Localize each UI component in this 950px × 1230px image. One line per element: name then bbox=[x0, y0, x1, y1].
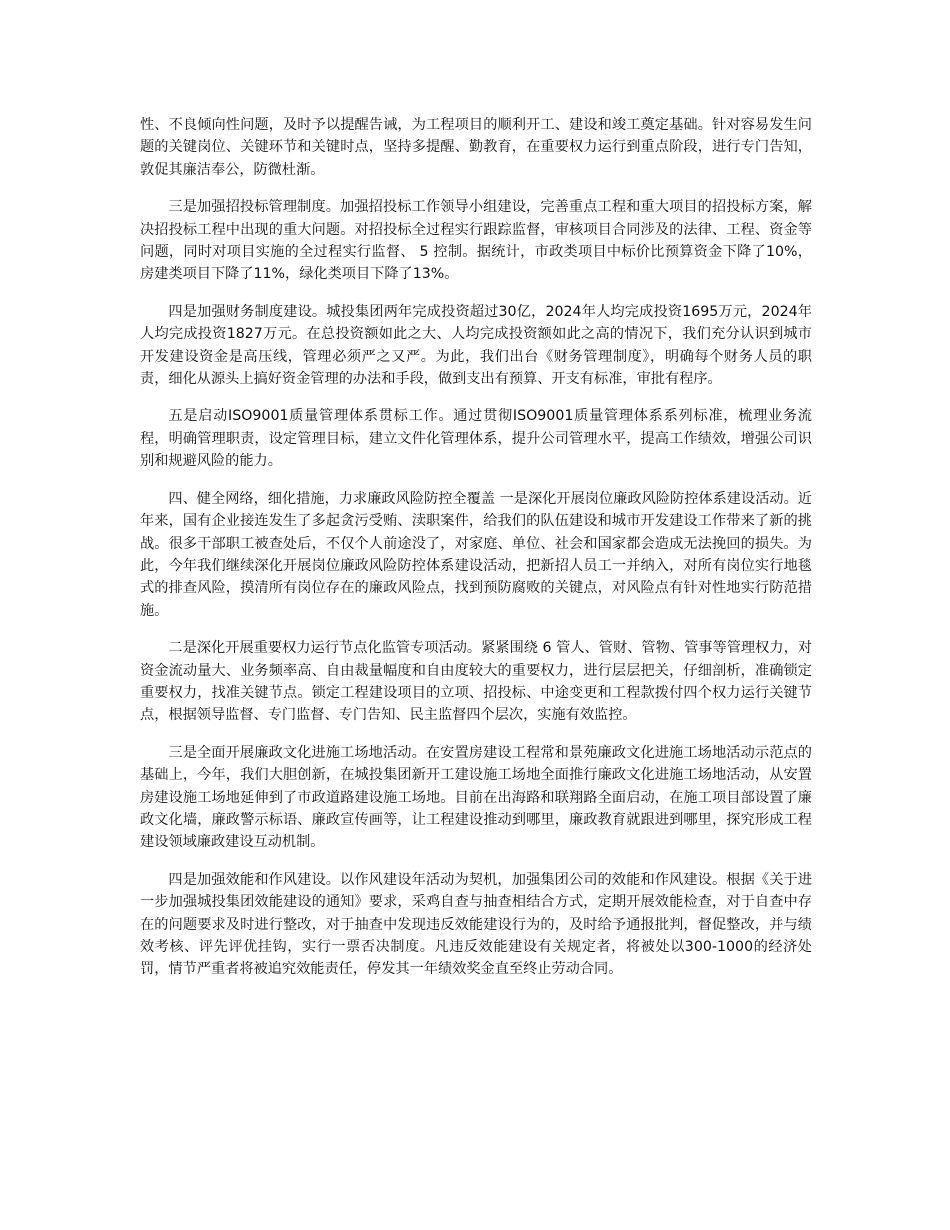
paragraph-6: 二是深化开展重要权力运行节点化监管专项活动。紧紧围绕 6 管人、管财、管物、管事等管理权力，对资金流动量大、业务频率高、自由裁量幅度和自由度较大的重要权力，进行层层把关，仔细剖析，准确锁定重要权力，找准关键节点。锁定工程建设项目的立项、招投标、中途变更和工程款拨付四个权力运行关键节点，根据领导监督、专门监督、专门告知、民主监督四个层次，实施有效监控。 bbox=[140, 640, 812, 724]
paragraph-8: 四是加强效能和作风建设。以作风建设年活动为契机，加强集团公司的效能和作风建设。根据《关于进一步加强城投集团效能建设的通知》要求，采鸡自查与抽查相结合方式，定期开展效能检查，对于自查中存在的问题要求及时进行整改，对于抽查中发现违反效能建设行为的，及时给予通报批判，督促整改，并与绩效考核、评先评优挂钩，实行一票否决制度。凡违反效能建设有关规定者，将被处以300-1000的经济处罚，情节严重者将被追究效能责任，停发其一年绩效奖金直至终止劳动合同。 bbox=[140, 871, 812, 978]
paragraph-7: 三是全面开展廉政文化进施工场地活动。在安置房建设工程常和景苑廉政文化进施工场地活动示范点的基础上，今年，我们大胆创新，在城投集团新开工建设施工场地全面推行廉政文化进施工场地活动，从安置房建设施工场地延伸到了市政道路建设施工场地。目前在出海路和联翔路全面启动，在施工项目部设置了廉政文化墙，廉政警示标语、廉政宣传画等，让工程建设推动到哪里，廉政教育就跟进到哪里，探究形成工程建设领域廉政建设互动机制。 bbox=[140, 744, 812, 851]
paragraph-4: 五是启动ISO9001质量管理体系贯标工作。通过贯彻ISO9001质量管理体系系列标准，梳理业务流程，明确管理职责，设定管理目标，建立文件化管理体系，提升公司管理水平，提高工作绩效，增强公司识别和规避风险的能力。 bbox=[140, 408, 812, 470]
document-body bbox=[140, 114, 812, 981]
paragraph-5: 四、健全网络，细化措施，力求廉政风险防控全覆盖 一是深化开展岗位廉政风险防控体系建设活动。近年来，国有企业接连发生了多起贪污受贿、渎职案件，给我们的队伍建设和城市开发建设工作带来了新的挑战。很多干部职工被查处后，不仅个人前途没了，对家庭、单位、社会和国家都会造成无法挽回的损失。为此，今年我们继续深化开展岗位廉政风险防控体系建设活动，把新招人员工一并纳入，对所有岗位实行地毯式的排查风险，摸清所有岗位存在的廉政风险点，找到预防腐败的关键点，对风险点有针对性地实行防范措施。 bbox=[140, 490, 812, 619]
paragraph-3: 四是加强财务制度建设。城投集团两年完成投资超过30亿，2024年人均完成投资1695万元，2024年人均完成投资1827万元。在总投资额如此之大、人均完成投资额如此之高的情况下，我们充分认识到城市开发建设资金是高压线，管理必须严之又严。为此，我们出台《财务管理制度》，明确每个财务人员的职责，细化从源头上搞好资金管理的办法和手段，做到支出有预算、开支有标准，审批有程序。 bbox=[140, 303, 812, 388]
paragraph-2: 三是加强招投标管理制度。加强招投标工作领导小组建设，完善重点工程和重大项目的招投标方案，解决招投标工程中出现的重大问题。对招投标全过程实行跟踪监督，审核项目合同涉及的法律、工程、资金等问题，同时对项目实施的全过程实行监督、 5 控制。据统计，市政类项目中标价比预算资金下降了10%，房建类项目下降了11%，绿化类项目下降了13%。 bbox=[140, 199, 812, 283]
paragraph-1: 性、不良倾向性问题，及时予以提醒告诫，为工程项目的顺利开工、建设和竣工奠定基础。针对容易发生问题的关键岗位、关键环节和关键时点，坚持多提醒、勤教育，在重要权力运行到重点阶段，进行专门告知，敦促其廉洁奉公，防微杜渐。 bbox=[140, 117, 812, 178]
